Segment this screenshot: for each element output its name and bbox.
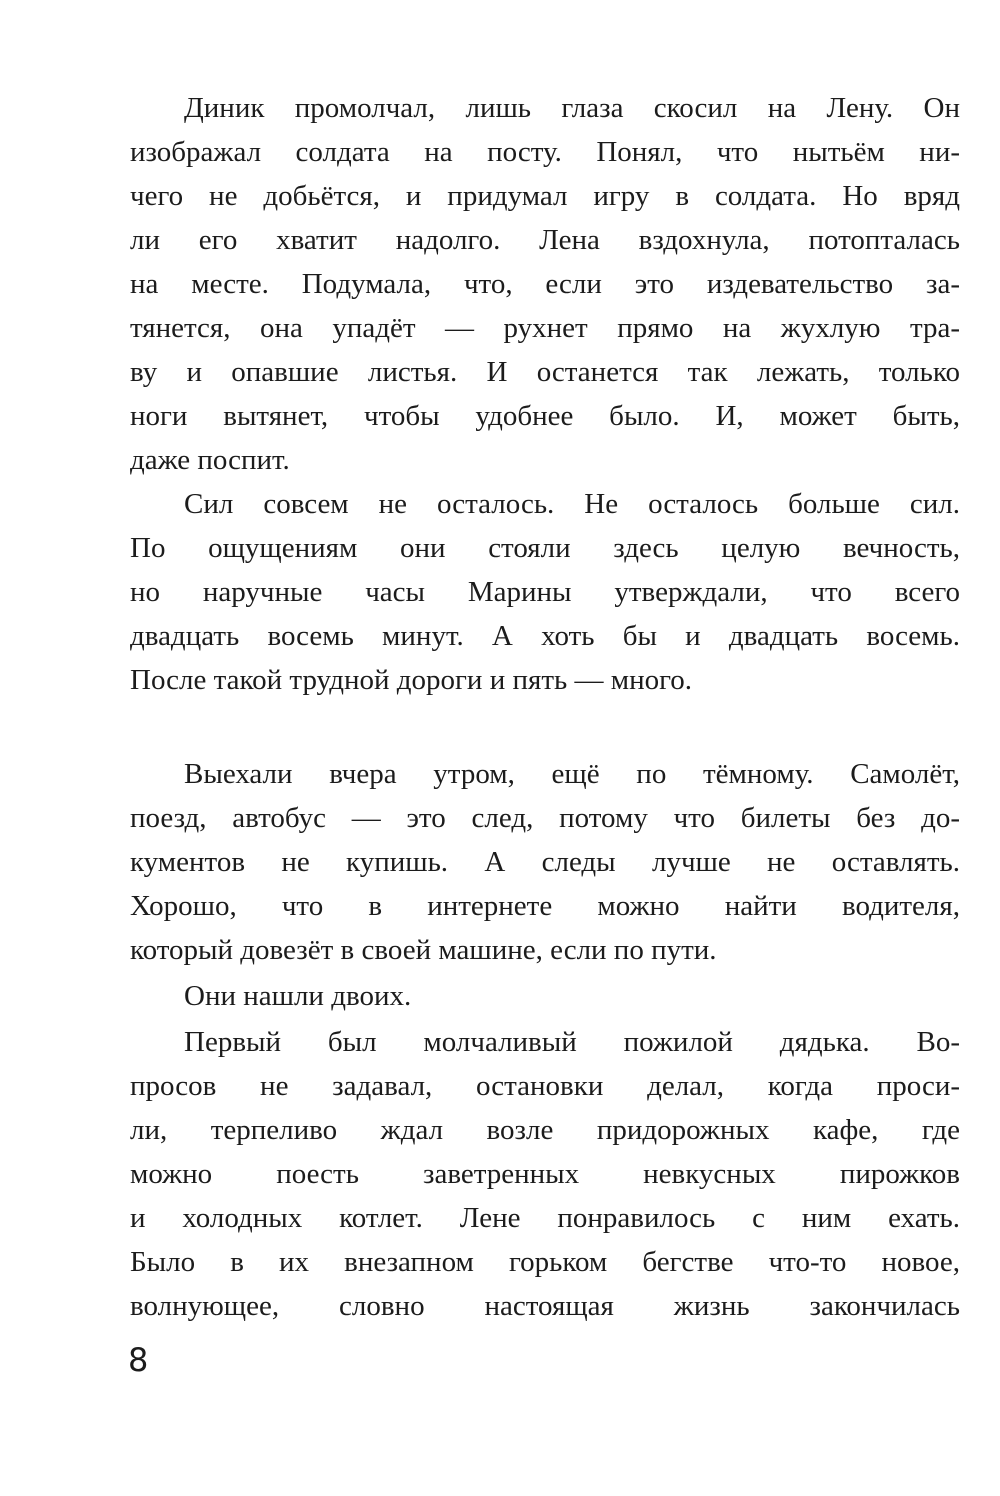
text-line: Хорошо, что в интернете можно найти водителя, xyxy=(130,890,960,922)
text-line: По ощущениям они стояли здесь целую вечность, xyxy=(130,532,960,564)
text-line: можно поесть заветренных невкусных пирожков xyxy=(130,1158,960,1190)
text-line: Они нашли двоих. xyxy=(184,980,412,1012)
text-line: Первый был молчаливый пожилой дядька. Во- xyxy=(184,1026,960,1058)
text-line: даже поспит. xyxy=(130,444,290,476)
text-line: Выехали вчера утром, ещё по тёмному. Самолёт, xyxy=(184,758,960,790)
text-line: ли, терпеливо ждал возле придорожных кафе, где xyxy=(130,1114,960,1146)
text-line: Было в их внезапном горьком бегстве что-то новое, xyxy=(130,1246,960,1278)
text-line: ли его хватит надолго. Лена вздохнула, потопталась xyxy=(130,224,960,256)
text-line: чего не добьётся, и придумал игру в солдата. Но вряд xyxy=(130,180,960,212)
text-line: поезд, автобус — это след, потому что билеты без до- xyxy=(130,802,960,834)
text-line: изображал солдата на посту. Понял, что нытьём ни- xyxy=(130,136,960,168)
text-line: После такой трудной дороги и пять — много. xyxy=(130,664,693,696)
text-line: но наручные часы Марины утверждали, что всего xyxy=(130,576,960,608)
text-line: двадцать восемь минут. А хоть бы и двадцать восемь. xyxy=(130,620,960,652)
text-line: Диник промолчал, лишь глаза скосил на Лену. Он xyxy=(184,92,960,124)
text-line: и холодных котлет. Лене понравилось с ним ехать. xyxy=(130,1202,960,1234)
text-line: ноги вытянет, чтобы удобнее было. И, может быть, xyxy=(130,400,960,432)
text-line: ву и опавшие листья. И останется так лежать, только xyxy=(130,356,960,388)
text-line: который довезёт в своей машине, если по пути. xyxy=(130,934,717,966)
text-line: тянется, она упадёт — рухнет прямо на жухлую тра- xyxy=(130,312,960,344)
text-line: волнующее, словно настоящая жизнь закончилась xyxy=(130,1290,960,1322)
page-number: 8 xyxy=(128,1341,149,1379)
text-line: на месте. Подумала, что, если это издевательство за- xyxy=(130,268,960,300)
text-line: просов не задавал, остановки делал, когда проси- xyxy=(130,1070,960,1102)
text-line: Сил совсем не осталось. Не осталось больше сил. xyxy=(184,488,960,520)
text-line: кументов не купишь. А следы лучше не оставлять. xyxy=(130,846,960,878)
